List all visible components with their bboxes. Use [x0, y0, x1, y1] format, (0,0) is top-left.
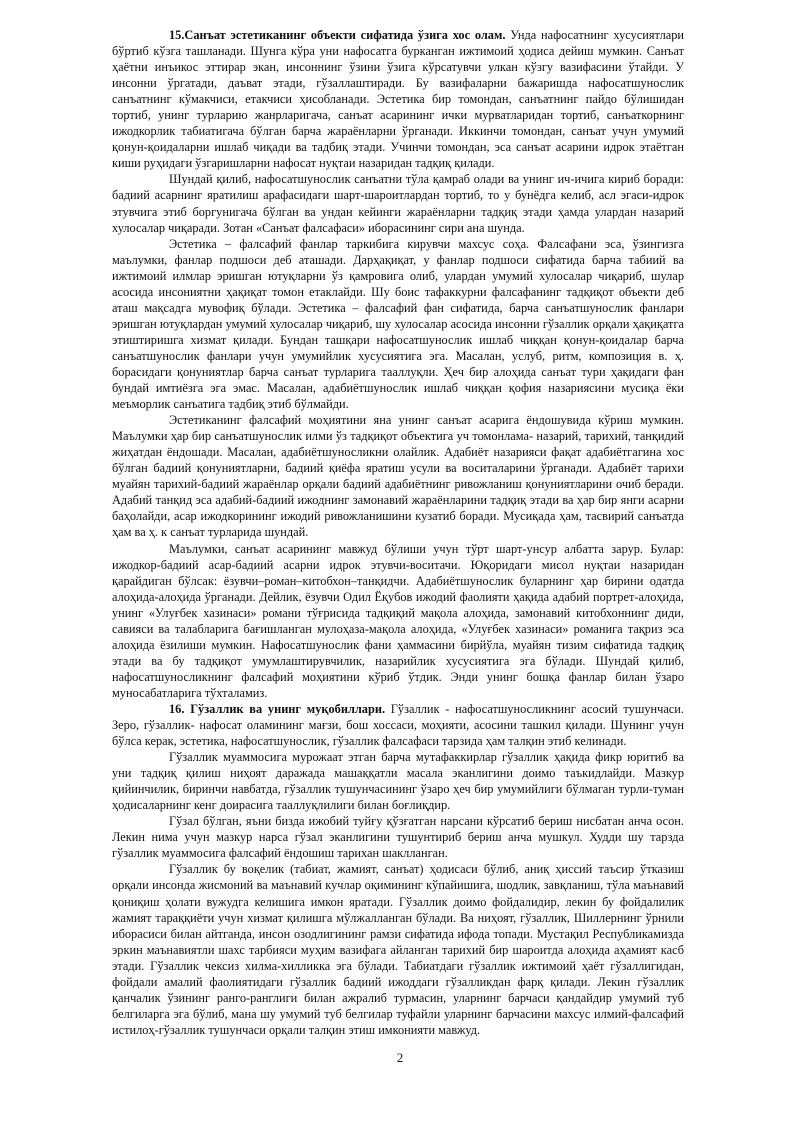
paragraph: Эстетика – фалсафий фанлар таркибига кирувчи махсус соҳа. Фалсафани эса, ўзингизга маълумки, фанлар подшоси деб аташади. Дарҳақиқат, у фанлар подшоси сифатида барча табиий ва ижтимоий илмлар эришган ютуқларни ўз қамровига олиб, улардан умумий хулосалар чиқариб, шулар асосида инсониятни ҳақиқат томон етаклайди. Шу боис тафаккурни фалсафанинг тадқиқот объекти деб аташ мақсадга мувофиқ бўлади. Эстетика – фалсафий фан сифатида, барча санъатшунослик фанлари эришган ютуқлардан умумий хулосалар чиқариб, шу хулосалар асосида инсонни гўзаллик орқали ҳақиқатга этиштиришга хизмат қилади. Бундан ташқари нафосатшунослик ишлаб чиққан қонун-қоидалар барча санъатшунослик фанлари учун умумийлик хусусиятига эга. Масалан, услуб, ритм, композиция в. ҳ. борасидаги қонуниятлар барча санъат турларига тааллуқли. Ҳеч бир алоҳида санъат тури ҳақидаги фан бундай имтиёзга эга эмас. Масалан, адабиётшунослик ишлаб чиққан қофия назариясини мусиқа ёки меъморлик санъатига тадбиқ этиб бўлмайди. [112, 236, 684, 412]
paragraph: Маълумки, санъат асарининг мавжуд бўлиши учун тўрт шарт-унсур албатта зарур. Булар: ижодкор-бадиий асар-бадиий асарни идрок этувчи-воситачи. Юқоридаги мисол нуқтаи назаридан қарайдиган бўлсак: ёзувчи–роман–китобхон–танқидчи. Адабиётшунослик буларнинг ҳар бирини одатда алоҳида-алоҳида ўрганади. Дейлик, ёзувчи Одил Ёқубов ижодий фаолияти ҳақида адабий портрет-алоҳида, унинг «Улуғбек хазинаси» романи тўғрисида тадқиқий мақола алоҳида, замонавий китобхоннинг диди, савияси ва талабларига бағишланган мулоҳаза-мақола алоҳида, «Улуғбек хазинаси» романига тақриз эса алоҳида ёзилиши мумкин. Нафосатшунослик фани ҳаммасини бирйўла, муайян тизим сифатида тадқиқ этади ва бу тадқиқот умумлаштирувчилик, назарийлик хусусиятига эга бўлади. Шундай қилиб, нафосатшуносликнинг фалсафий моҳиятини кўриб ўтдик. Энди унинг бошқа фанлар билан ўзаро муносабатларига тўхталамиз. [112, 541, 684, 700]
page-number: 2 [396, 1050, 404, 1065]
paragraph: Гўзаллик муаммосига мурожаат этган барча мутафаккирлар гўзаллик ҳақида фикр юритиб ва уни тадқиқ қилиш ниҳоят даражада машаққатли масала эканлигини доимо таъкидлайди. Мазкур қийинчилик, биринчи навбатда, гўзаллик тушунчасининг ўзаро ҳеч бир умумийлиги бўлмаган турли-туман ҳодисаларнинг кенг доирасига тааллуқлилиги билан боғлиқдир. [112, 750, 684, 813]
paragraph: Гўзаллик бу воқелик (табиат, жамият, санъат) ҳодисаси бўлиб, аниқ ҳиссий таъсир ўтказиш орқали инсонда жисмоний ва маънавий кучлар оқимининг кўпайишига, шодлик, завқланиш, тўла маънавий қониқиш ҳолати вужудга келишига имкон яратади. Гўзаллик доимо фойдалидир, лекин бу фойдалилик жамият тараққиёти учун хизмат қилишга мўлжалланган бўлади. Ва ниҳоят, гўзаллик, Шиллернинг ўрнили иборасиси билан айтганда, инсон озодлигининг рамзи сифатида ифода топади. Мустақил Республикамизда эркин маънавиятли шахс тарбияси муҳим вазифага айланган тарихий бир шароитда алоҳида аҳамият касб этади. Гўзаллик чексиз хилма-хилликка эга бўлади. Табиатдаги гўзаллик ижтимоий ҳаёт гўзаллигидан, фойдали амалий фаолиятидаги гўзаллик бадиий ижоддаги гўзалликдан фарқ қилади. Лекин гўзаллик қанчалик ўзининг ранго-ранглиги билан ажралиб турмасин, уларнинг барчаси қандайдир умумий туб белгиларга эга бўлиб, мана шу умумий туб белгилар туфайли уларнинг барчасини махсус илмий-фалсафий истилоҳ-гўзаллик тушунчаси орқали талқин этиш имконияти мавжуд. [112, 862, 684, 1037]
section-heading: 16. Гўзаллик ва унинг муқобиллари. [169, 701, 386, 716]
paragraph: Шундай қилиб, нафосатшунослик санъатни тўла қамраб олади ва унинг ич-ичига кириб боради: бадиий асарнинг яратилиш арафасидаги шарт-шароитлардан тортиб, то у бунёдга келиб, асл эгаси-идрок этувчига этиб боргунигача бўлган ва ундан кейинги жараёнларни тадқиқ этади ҳамда улардан назарий хулосалар чиқаради. Зотан «Санъат фалсафаси» иборасининг сири ана шунда. [112, 172, 684, 235]
paragraph-text: Гўзаллик - нафосатшуносликнинг асосий тушунчаси. Зеро, гўзаллик- нафосат оламининг мағзи, бош хоссаси, моҳияти, асосини ташкил қилади. Шунинг учун бўлса керак, эстетика, нафосатшунослик, гўзаллик фалсафаси тарзида ҳам талқин этиб келинади. [112, 701, 684, 749]
document-page [112, 27, 684, 1038]
paragraph: Эстетиканинг фалсафий моҳиятини яна унинг санъат асарига ёндошувида кўриш мумкин. Маълумки ҳар бир санъатшунослик илми ўз тадқиқот объектига уч томонлама- назарий, тарихий, танқидий жиҳатдан ёндошади. Масалан, адабиётшуносликни олайлик. Адабиёт назарияси фақат адабиётгагина хос бўлган бадиий қонуниятларни, бадиий қиёфа яратиш усули ва воситаларини ўрганади. Адабиёт тарихи муайян тарихий-бадиий жараёнлар орқали бадиий адабиётнинг ривожланиш қонуниятларини очиб беради. Адабий танқид эса адабий-бадиий ижоднинг замонавий жараёнларини тадқиқ этади ва ҳар бир янги асарни баҳолайди, асар ижодкорининг ижодий ривожланишини кузатиб боради. Мусиқада ҳам, тасвирий санъатда ҳам ва ҳ. к санъат турларида шундай. [112, 413, 684, 540]
paragraph-text: Унда нафосатнинг хусусиятлари бўртиб кўзга ташланади. Шунга кўра уни нафосатга бурканган ижтимоий ҳодиса дейиш мумкин. Санъат ҳаётни инъикос эттирар экан, инсоннинг ўзини ўзига кўрсатувчи улкан кўзгу вазифасини ўтайди. У инсонни ўргатади, даъват этади, гўзаллаштиради. Бу вазифаларни бажаришда нафосатшунослик санъатнинг кўмакчиси, етакчиси ҳисобланади. Эстетика бир томондан, санъатнинг пайдо бўлишидан тортиб, унинг турларию жанрларигача, санъат асарининг ички мурватларидан тортиб, санъаткорнинг ижодкорлик табиатигача бўлган барча жараёнларни ўрганади. Иккинчи томондан, санъат учун умумий қонун-қоидаларни ишлаб чиқади ва тадбиқ этади. Учинчи томондан, эса санъат асарини идрок этаётган киши руҳидаги ўзгаришларни нафосат нуқтаи назаридан тадқиқ қилади. [112, 28, 684, 171]
paragraph [112, 27, 684, 171]
section-heading: 15.Санъат эстетиканинг объекти сифатида ўзига хос олам. [169, 28, 506, 42]
paragraph: Гўзал бўлган, яъни бизда ижобий туйғу қўзғатган нарсани кўрсатиб бериш нисбатан анча осон. Лекин нима учун мазкур нарса гўзал эканлигини тушунтириб бериш анча мушкул. Худди шу тарзда гўзаллик муаммосига фалсафий ёндошиш тарихан шаклланган. [112, 814, 684, 861]
paragraph [112, 701, 684, 749]
